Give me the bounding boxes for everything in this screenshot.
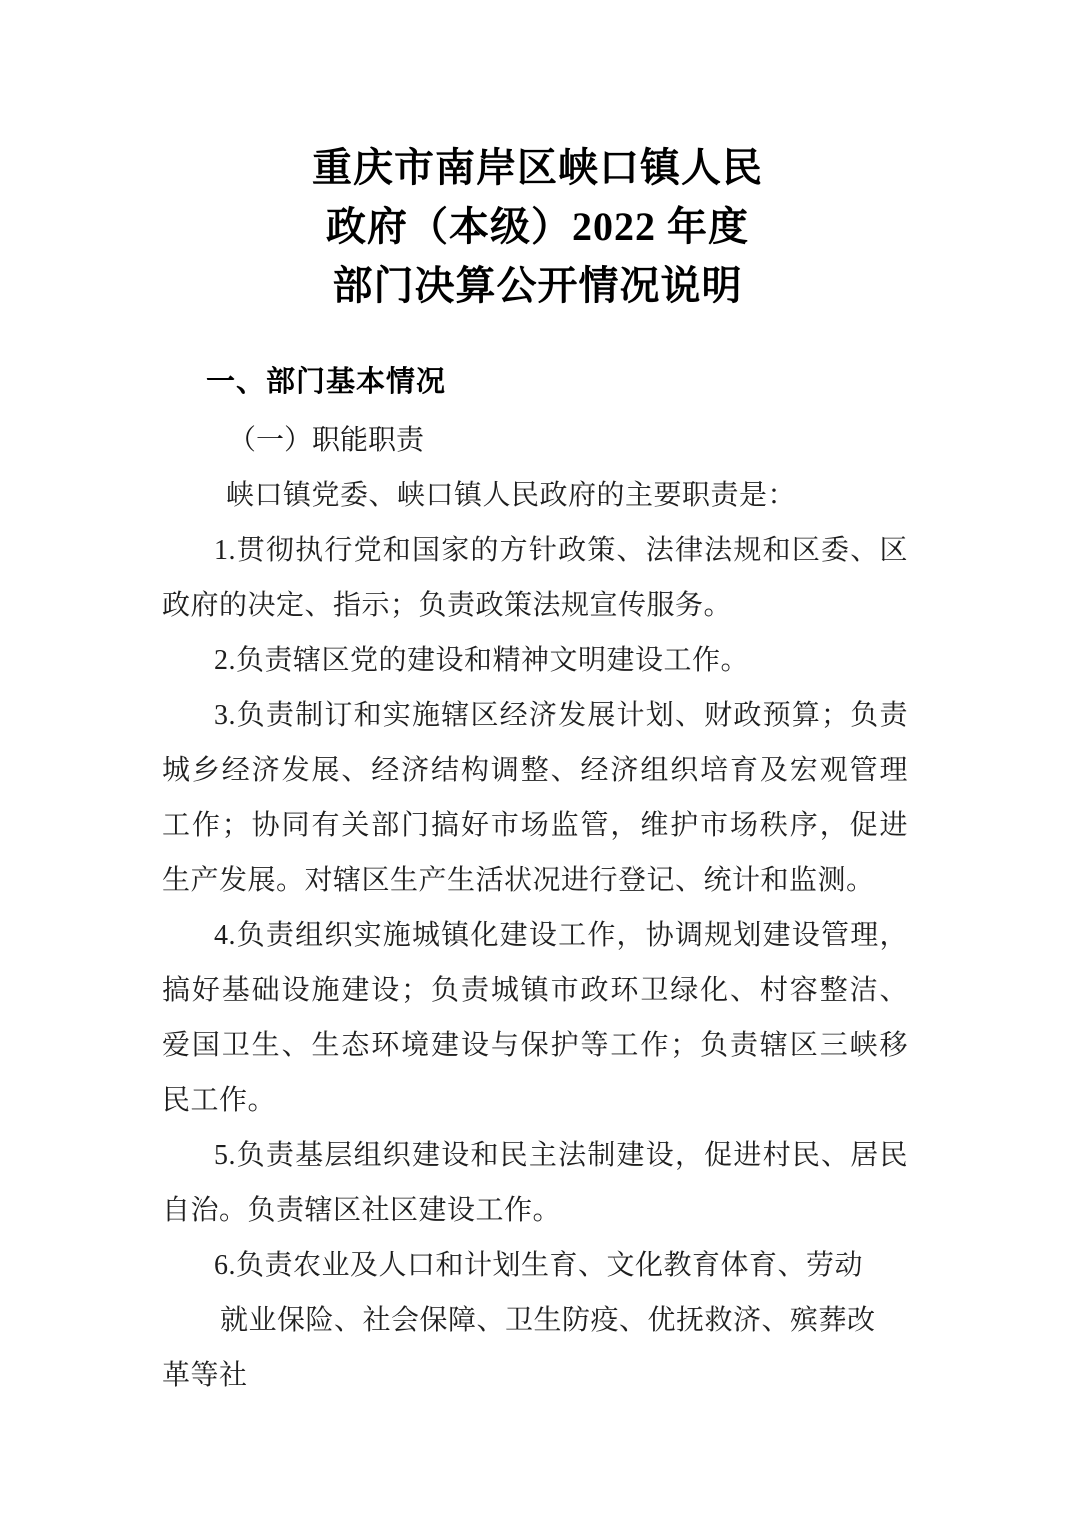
body-line: 2.负责辖区党的建设和精神文明建设工作。 [214, 645, 750, 676]
body-line: 工作；协同有关部门搞好市场监管，维护市场秩序，促进 [162, 810, 908, 841]
body-line: 就业保险、社会保障、卫生防疫、优抚救济、殡葬改 [220, 1305, 876, 1336]
body-line: 政府的决定、指示；负责政策法规宣传服务。 [162, 590, 733, 621]
body-line: 爱国卫生、生态环境建设与保护等工作；负责辖区三峡移 [162, 1030, 908, 1061]
body-line: 1.贯彻执行党和国家的方针政策、法律法规和区委、区 [214, 535, 908, 566]
lead-line: 峡口镇党委、峡口镇人民政府的主要职责是： [226, 480, 797, 511]
paragraph-5 [162, 1128, 908, 1238]
body-line: 5.负责基层组织建设和民主法制建设，促进村民、居民 [214, 1140, 908, 1171]
body-line: 4.负责组织实施城镇化建设工作，协调规划建设管理， [214, 920, 908, 951]
body-line: 革等社 [162, 1360, 248, 1391]
body-line: 6.负责农业及人口和计划生育、文化教育体育、劳动 [214, 1250, 864, 1281]
paragraph-1 [162, 523, 908, 633]
body-line: 3.负责制订和实施辖区经济发展计划、财政预算；负责 [214, 700, 908, 731]
paragraph-4 [162, 908, 908, 1128]
section-heading: 一、部门基本情况 [206, 366, 447, 398]
title-line-3: 部门决算公开情况说明 [332, 263, 743, 308]
body-line: 生产发展。对辖区生产生活状况进行登记、统计和监测。 [162, 865, 875, 896]
body-line: 搞好基础设施建设；负责城镇市政环卫绿化、村容整洁、 [162, 975, 908, 1006]
subsection-heading: （一）职能职责 [228, 425, 425, 456]
body-line: 民工作。 [162, 1085, 277, 1116]
paragraph-6 [162, 1238, 908, 1403]
paragraph-2 [162, 633, 908, 688]
document-title [0, 0, 1075, 315]
document-body [162, 361, 908, 1403]
body-line: 自治。负责辖区社区建设工作。 [162, 1195, 562, 1226]
body-line: 城乡经济发展、经济结构调整、经济组织培育及宏观管理 [162, 755, 908, 786]
title-line-1: 重庆市南岸区峡口镇人民 [312, 145, 763, 190]
title-line-2: 政府（本级）2022 年度 [326, 204, 749, 249]
paragraph-3 [162, 688, 908, 908]
